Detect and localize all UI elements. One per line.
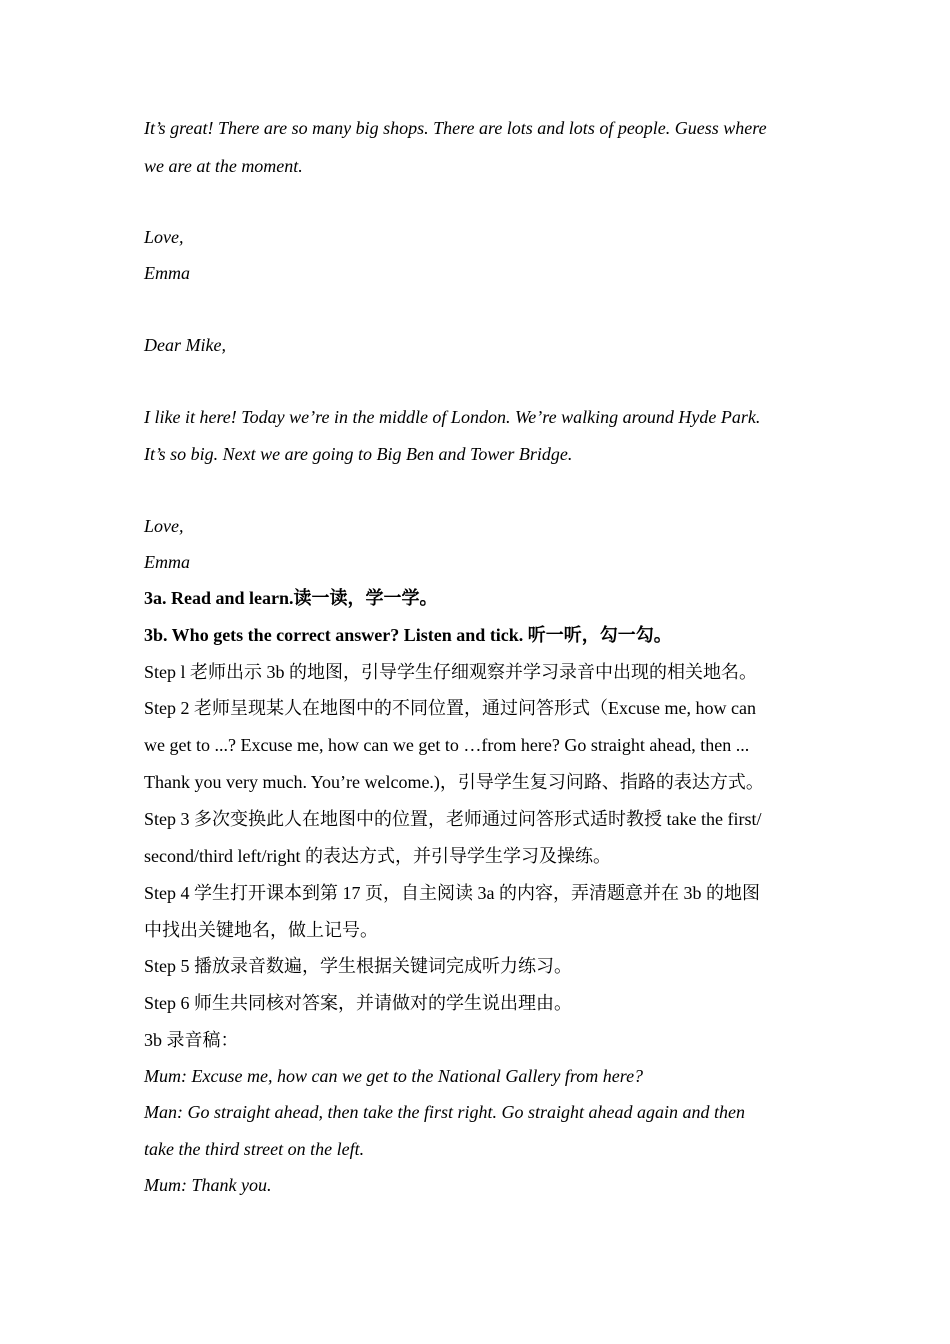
letter1-body-line1: It’s great! There are so many big shops. There are lots and lots of people. Guess where [144, 118, 767, 138]
letter2-signature: Emma [144, 552, 190, 572]
step-6: Step 6 师生共同核对答案，并请做对的学生说出理由。 [144, 993, 572, 1013]
script-line3: take the third street on the left. [144, 1139, 365, 1159]
step-5: Step 5 播放录音数遍，学生根据关键词完成听力练习。 [144, 956, 572, 976]
letter2-body-line1: I like it here! Today we’re in the middle of London. We’re walking around Hyde Park. [144, 407, 761, 427]
letter2-greeting: Dear Mike, [144, 335, 226, 355]
step-3-line1: Step 3 多次变换此人在地图中的位置，老师通过问答形式适时教授 take the first/ [144, 809, 762, 829]
letter1-body-line2: we are at the moment. [144, 156, 303, 176]
step-2-line2: we get to ...? Excuse me, how can we get to …from here? Go straight ahead, then ... [144, 735, 750, 755]
letter1-closing: Love, [144, 227, 184, 247]
script-label: 3b 录音稿： [144, 1030, 239, 1050]
heading-3b: 3b. Who gets the correct answer? Listen and tick. 听一听，勾一勾。 [144, 625, 672, 645]
step-4-line2: 中找出关键地名，做上记号。 [144, 920, 378, 940]
letter1-signature: Emma [144, 263, 190, 283]
script-line4: Mum: Thank you. [144, 1175, 272, 1195]
script-line1: Mum: Excuse me, how can we get to the National Gallery from here? [144, 1066, 644, 1086]
step-2-line3: Thank you very much. You’re welcome.)，引导学生复习问路、指路的表达方式。 [144, 772, 764, 792]
step-4-line1: Step 4 学生打开课本到第 17 页，自主阅读 3a 的内容，弄清题意并在 3b 的地图 [144, 883, 760, 903]
step-3-line2: second/third left/right 的表达方式，并引导学生学习及操练。 [144, 846, 611, 866]
letter2-body-line2: It’s so big. Next we are going to Big Ben and Tower Bridge. [144, 444, 573, 464]
step-1: Step l 老师出示 3b 的地图，引导学生仔细观察并学习录音中出现的相关地名。 [144, 662, 757, 682]
step-2-line1: Step 2 老师呈现某人在地图中的不同位置，通过问答形式（Excuse me, how can [144, 698, 756, 718]
script-line2: Man: Go straight ahead, then take the first right. Go straight ahead again and then [144, 1102, 745, 1122]
letter2-closing: Love, [144, 516, 184, 536]
heading-3a: 3a. Read and learn.读一读，学一学。 [144, 588, 438, 608]
